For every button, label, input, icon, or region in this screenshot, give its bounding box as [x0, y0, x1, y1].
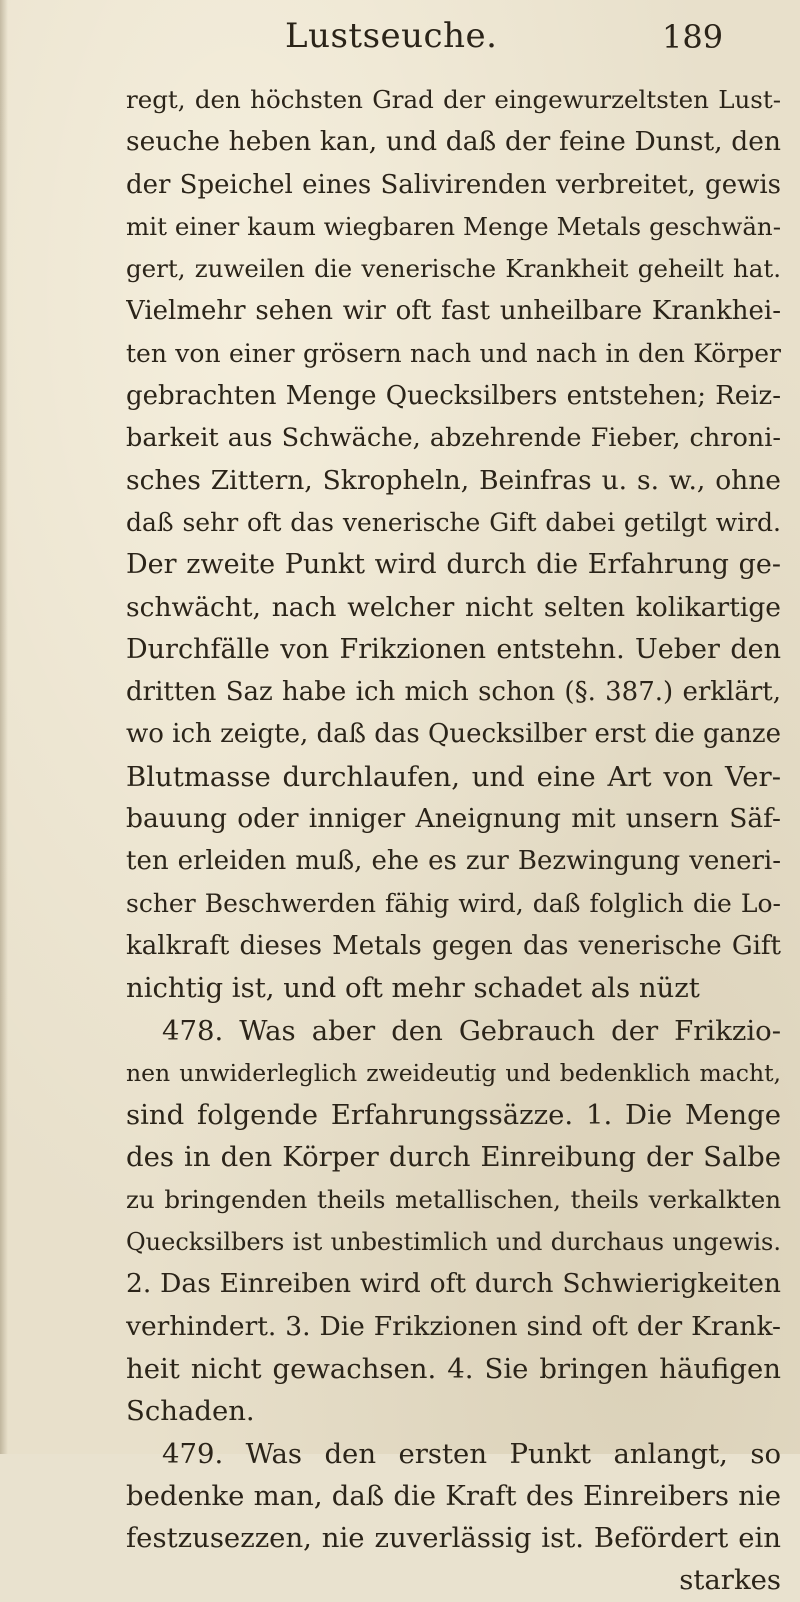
text-line: bauung oder inniger Aneignung mit unsern Säf-	[126, 803, 781, 835]
text-line: festzusezzen, nie zuverlässig ist. Befördert ein	[126, 1522, 781, 1555]
text-line: ten von einer grösern nach und nach in den Körper	[126, 338, 781, 368]
text-line: sches Zittern, Skropheln, Beinfras u. s. w., ohne	[126, 464, 781, 496]
text-line: scher Beschwerden fähig wird, daß folglich die Lo-	[126, 888, 781, 918]
text-line: Durchfälle von Frikzionen entstehn. Ueber den	[126, 633, 781, 665]
text-line: heit nicht gewachsen. 4. Sie bringen häufigen	[126, 1352, 781, 1385]
catchword: starkes	[679, 1564, 781, 1597]
text-line: nen unwiderleglich zweideutig und bedenklich macht,	[126, 1058, 781, 1087]
text-line: der Speichel eines Salivirenden verbreitet, gewis	[126, 169, 781, 200]
text-line: wo ich zeigte, daß das Quecksilber erst die ganze	[126, 719, 781, 750]
text-line: barkeit aus Schwäche, abzehrende Fieber, chroni-	[126, 423, 781, 454]
text-line: sind folgende Erfahrungssäzze. 1. Die Menge	[126, 1099, 781, 1132]
text-line: mit einer kaum wiegbaren Menge Metals geschwän-	[126, 211, 781, 241]
text-line: Vielmehr sehen wir oft fast unheilbare Krankhei-	[126, 296, 781, 327]
text-line: gert, zuweilen die venerische Krankheit geheilt hat.	[126, 254, 781, 284]
text-line: 479. Was den ersten Punkt anlangt, so	[162, 1437, 781, 1470]
running-head: Lustseuche.	[285, 16, 498, 56]
page-header	[0, 14, 800, 64]
text-line: ten erleiden muß, ehe es zur Bezwingung veneri-	[126, 846, 781, 877]
text-line: 478. Was aber den Gebrauch der Frikzio-	[162, 1014, 781, 1047]
text-line: regt, den höchsten Grad der eingewurzeltsten Lust-	[126, 85, 781, 114]
page-edge-shadow	[0, 0, 8, 1454]
text-line: daß sehr oft das venerische Gift dabei getilgt wird.	[126, 507, 781, 537]
text-line: schwächt, nach welcher nicht selten kolikartige	[126, 591, 781, 623]
body-text	[126, 79, 781, 1602]
text-line: dritten Saz habe ich mich schon (§. 387.) erklärt,	[126, 677, 781, 708]
text-line: kalkraft dieses Metals gegen das venerische Gift	[126, 930, 781, 961]
text-line: seuche heben kan, und daß der feine Dunst, den	[126, 126, 781, 158]
text-line: 2. Das Einreiben wird oft durch Schwierigkeiten	[126, 1268, 781, 1300]
text-line: zu bringenden theils metallischen, theils verkalkten	[126, 1184, 781, 1214]
text-line: Blutmasse durchlaufen, und eine Art von Ver-	[126, 760, 781, 793]
text-line: des in den Körper durch Einreibung der Salbe	[126, 1141, 781, 1174]
text-line: Schaden.	[126, 1395, 255, 1428]
page-number: 189	[662, 18, 724, 56]
text-line: gebrachten Menge Quecksilbers entstehen; Reiz-	[126, 381, 781, 412]
text-line: bedenke man, daß die Kraft des Einreibers nie	[126, 1479, 781, 1512]
text-line: Der zweite Punkt wird durch die Erfahrung ge-	[126, 549, 781, 581]
text-line: nichtig ist, und oft mehr schadet als nüzt	[126, 972, 700, 1005]
text-line: verhindert. 3. Die Frikzionen sind oft der Krank-	[126, 1310, 781, 1342]
text-line: Quecksilbers ist unbestimlich und durchaus ungewis.	[126, 1228, 781, 1257]
